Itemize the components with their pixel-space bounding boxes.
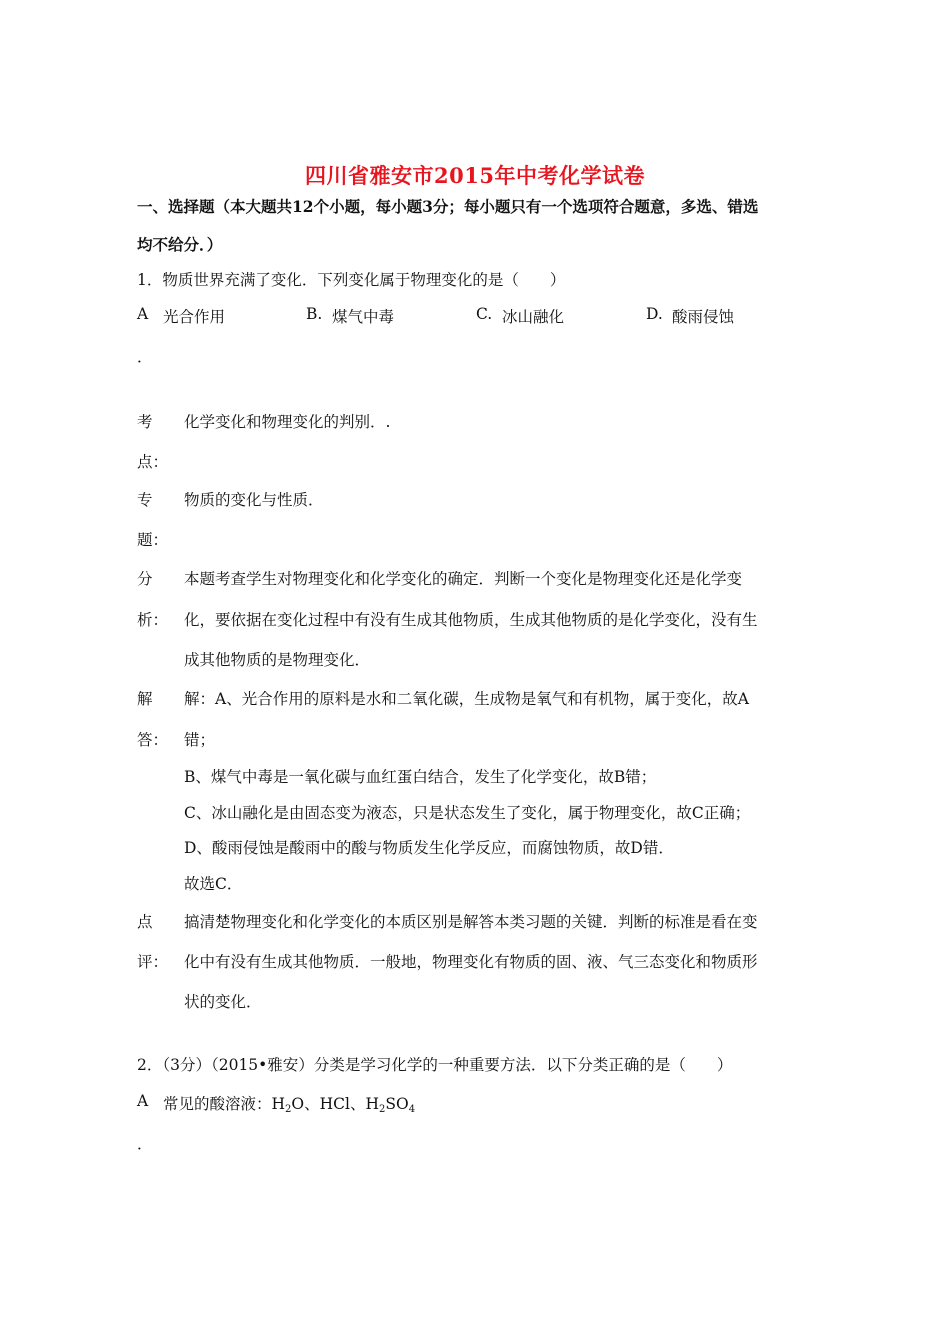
zhuanti-label-2: 题： bbox=[137, 531, 169, 549]
kaodian-label-1: 考 bbox=[137, 413, 153, 431]
dianping-line-3: 状的变化． bbox=[184, 993, 262, 1011]
q1-dot: ． bbox=[137, 348, 153, 366]
formula-separator-hcl: 、HCl、 bbox=[304, 1095, 366, 1113]
section-heading-line1: 一、选择题（本大题共12个小题，每小题3分；每小题只有一个选项符合题意，多选、错选 bbox=[137, 197, 759, 216]
jieda-line-3: B、煤气中毒是一氧化碳与血红蛋白结合，发生了化学变化，故B错； bbox=[184, 768, 657, 786]
zhuanti-label-1: 专 bbox=[137, 491, 153, 509]
q1-option-c-text: 冰山融化 bbox=[502, 308, 565, 326]
q1-stem: 1．物质世界充满了变化．下列变化属于物理变化的是（ ） bbox=[137, 271, 566, 289]
formula-h2so4-subscript-2: 2 bbox=[379, 1104, 386, 1115]
formula-h2o-subscript: 2 bbox=[285, 1104, 292, 1115]
jieda-label-1: 解 bbox=[137, 690, 153, 708]
q1-option-b-letter: B. bbox=[306, 305, 323, 323]
jieda-line-4: C、冰山融化是由固态变为液态，只是状态发生了变化，属于物理变化，故C正确； bbox=[184, 804, 751, 822]
q1-option-a-text: 光合作用 bbox=[163, 308, 226, 326]
q1-option-b-text: 煤气中毒 bbox=[332, 308, 395, 326]
jieda-line-2: 错； bbox=[184, 731, 216, 749]
kaodian-label-2: 点： bbox=[137, 453, 169, 471]
zhuanti-text: 物质的变化与性质． bbox=[184, 491, 324, 509]
dianping-label-2: 评： bbox=[137, 953, 169, 971]
q2-option-a-prefix: 常见的酸溶液： bbox=[163, 1095, 272, 1113]
jieda-line-5: D、酸雨侵蚀是酸雨中的酸与物质发生化学反应，而腐蚀物质，故D错． bbox=[184, 839, 674, 857]
dianping-line-2: 化中有没有生成其他物质．一般地，物理变化有物质的固、液、气三态变化和物质形 bbox=[184, 953, 758, 971]
q2-dot: ． bbox=[137, 1135, 153, 1153]
jieda-line-1: 解：A、光合作用的原料是水和二氧化碳，生成物是氧气和有机物，属于变化，故A bbox=[184, 690, 749, 708]
jieda-line-6: 故选C． bbox=[184, 875, 243, 893]
q1-option-d-text: 酸雨侵蚀 bbox=[672, 308, 735, 326]
formula-h2o-h: H bbox=[271, 1095, 286, 1113]
q1-option-d-letter: D. bbox=[646, 305, 663, 323]
page-title: 四川省雅安市2015年中考化学试卷 bbox=[305, 163, 645, 188]
q2-option-a-text bbox=[163, 1092, 415, 1115]
formula-h2so4-so: SO bbox=[385, 1095, 409, 1113]
fenxi-label-2: 析： bbox=[137, 611, 169, 629]
jieda-label-2: 答： bbox=[137, 731, 169, 749]
fenxi-line-1: 本题考查学生对物理变化和化学变化的确定．判断一个变化是物理变化还是化学变 bbox=[184, 570, 743, 588]
q2-option-a-letter: A bbox=[137, 1092, 149, 1110]
fenxi-line-2: 化，要依据在变化过程中有没有生成其他物质，生成其他物质的是化学变化，没有生 bbox=[184, 611, 758, 629]
section-heading-line2: 均不给分．） bbox=[137, 235, 223, 254]
formula-h2so4-subscript-4: 4 bbox=[408, 1104, 416, 1115]
formula-h2so4-h: H bbox=[365, 1095, 380, 1113]
kaodian-text: 化学变化和物理变化的判别．. bbox=[184, 413, 391, 431]
dianping-label-1: 点 bbox=[137, 913, 153, 931]
fenxi-label-1: 分 bbox=[137, 570, 153, 588]
dianping-line-1: 搞清楚物理变化和化学变化的本质区别是解答本类习题的关键．判断的标准是看在变 bbox=[184, 913, 758, 931]
q1-option-c-letter: C. bbox=[476, 305, 493, 323]
formula-h2o-o: O bbox=[291, 1095, 305, 1113]
q2-stem: 2．（3分）（2015•雅安）分类是学习化学的一种重要方法．以下分类正确的是（ ） bbox=[137, 1056, 733, 1074]
fenxi-line-3: 成其他物质的是物理变化． bbox=[184, 651, 371, 669]
q1-option-a-letter: A bbox=[137, 305, 149, 323]
